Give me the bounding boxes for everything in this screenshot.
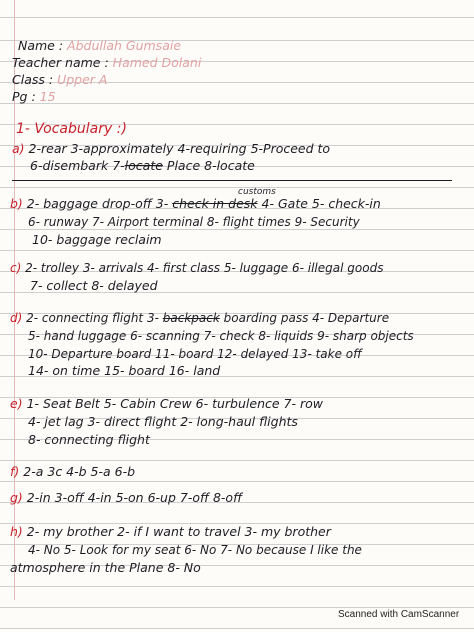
section-c-label: c) [10,261,22,275]
crossed-out-word: check in desk [172,196,258,211]
correction-note: customs [238,187,276,197]
teacher-line [12,55,201,71]
page-line [12,89,56,105]
answers-d-line-2: 5- hand luggage 6- scanning 7- check 8- liquids 9- sharp objects [28,329,414,343]
answers-a-line-2: 6-disembark 7-locate Place 8-locate [30,158,255,173]
class-line [12,72,107,88]
teacher-value: Hamed Dolani [112,55,202,70]
section-f-label: f) [10,464,20,479]
teacher-label: Teacher name : [12,55,109,70]
answers-b-line-2: 6- runway 7- Airport terminal 8- flight times 9- Security [28,215,360,229]
answers-c-line-1: c) 2- trolley 3- arrivals 4- first class 5- luggage 6- illegal goods [10,261,384,275]
section-title: 1- Vocabulary :) [16,121,127,137]
section-e-label: e) [10,396,23,411]
answers-g-line: g) 2-in 3-off 4-in 5-on 6-up 7-off 8-off [10,490,243,505]
answers-c-line-2: 7- collect 8- delayed [30,278,158,293]
answers-e-line-1: e) 1- Seat Belt 5- Cabin Crew 6- turbulence 7- row [10,396,323,411]
answers-h-line-2: 4- No 5- Look for my seat 6- No 7- No because I like the [28,543,362,557]
answers-b-line-1: b) 2- baggage drop-off 3- check in desk 4- Gate 5- check-in [10,196,381,211]
answers-h-line-1: h) 2- my brother 2- if I want to travel 3- my brother [10,524,331,539]
scanner-watermark: Scanned with CamScanner [338,609,460,620]
answers-b-line-3: 10- baggage reclaim [32,232,162,247]
class-value: Upper A [57,72,108,87]
answers-h-line-3: atmosphere in the Plane 8- No [10,560,201,575]
section-divider [12,180,452,181]
section-h-label: h) [10,524,23,539]
section-b-label: b) [10,196,23,211]
class-label: Class : [12,72,54,87]
crossed-out-word: backpack [162,311,220,325]
page-label: Pg : [12,89,36,104]
answers-e-line-2: 4- jet lag 3- direct flight 2- long-haul flights [28,414,298,429]
name-value: Abdullah Gumsaie [67,38,182,53]
answers-a-line-1: a) 2-rear 3-approximately 4-requiring 5-Proceed to [12,141,331,156]
section-d-label: d) [10,311,23,325]
answers-d-line-3: 10- Departure board 11- board 12- delayed 13- take off [28,347,362,361]
section-g-label: g) [10,490,23,505]
name-line [18,38,181,54]
section-a-label: a) [12,141,25,156]
crossed-out-word: locate [124,158,163,173]
answers-d-line-1: d) 2- connecting flight 3- backpack boarding pass 4- Departure [10,311,390,325]
answers-f-line: f) 2-a 3c 4-b 5-a 6-b [10,464,136,479]
name-label: Name : [18,38,64,53]
answers-d-line-4: 14- on time 15- board 16- land [28,363,221,378]
answers-e-line-3: 8- connecting flight [28,432,150,447]
page-value: 15 [39,89,56,104]
